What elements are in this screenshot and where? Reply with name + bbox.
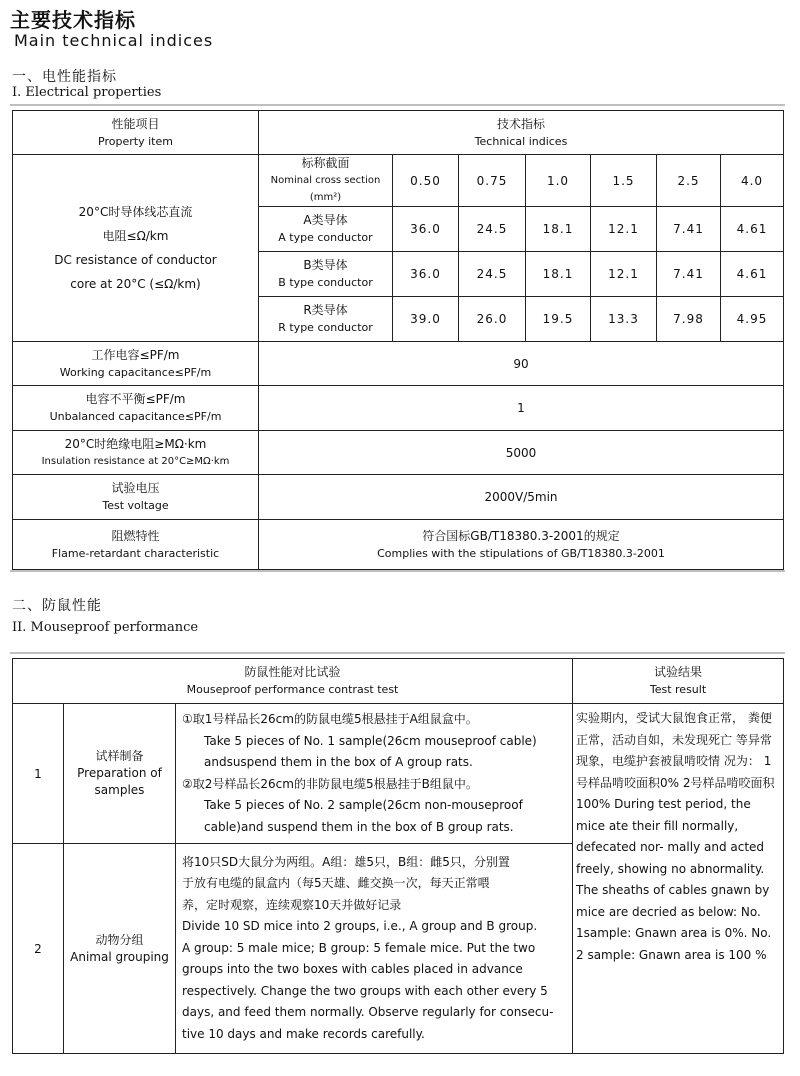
animal-grouping-label: 动物分组 Animal grouping	[64, 844, 176, 1054]
table-cell: 24.5	[459, 207, 526, 252]
table-header-row	[13, 659, 784, 704]
mouseproof-table	[12, 658, 784, 1054]
table-cell: 26.0	[459, 297, 526, 342]
section1-title: 一、电性能指标	[12, 69, 117, 85]
table-header-row	[13, 111, 784, 155]
table-cell: 18.1	[526, 207, 591, 252]
insulation-resistance-label: 20°C时绝缘电阻≥MΩ·km Insulation resistance at 20°C≥MΩ·km	[13, 431, 259, 475]
table-cell: 7.41	[657, 207, 721, 252]
test-result-header: 试验结果 Test result	[573, 659, 784, 704]
table-cell: 4.61	[721, 207, 784, 252]
electrical-properties-table	[12, 110, 784, 570]
unbalanced-capacitance-label: 电容不平衡≤PF/m Unbalanced capacitance≤PF/m	[13, 386, 259, 431]
a-type-label: A类导体 A type conductor	[259, 207, 393, 252]
table-cell: 19.5	[526, 297, 591, 342]
table-cell: 18.1	[526, 252, 591, 297]
animal-grouping-text: 将10只SD大鼠分为两组。A组：雄5只，B组：雌5只，分别置 于放有电缆的鼠盒内（每5天雄、雌交换一次，每天正常喂 养，定时观察，连续观察10天并做好记录 Divide 10 SD mice into 2 groups, i.e., A group and B group. A group: 5 male mice; B group: 5 female mice. Put the two groups into the two boxes with cables placed in advance respectively. Change the two groups with each other every 5 days, and feed them normally. Observe regularly for consecu- tive 10 days and make records carefully.	[176, 844, 573, 1054]
section2-divider	[10, 652, 785, 654]
table-row	[13, 431, 784, 475]
section1-title-en: I. Electrical properties	[12, 85, 162, 100]
table-cell: 12.1	[591, 252, 657, 297]
dc-resistance-label: 20°C时导体线芯直流 电阻≤Ω/km DC resistance of conductor core at 20°C (≤Ω/km)	[13, 155, 259, 342]
table-cell: 12.1	[591, 207, 657, 252]
table-cell: 36.0	[393, 252, 459, 297]
sample-preparation-text: ①取1号样品长26cm的防鼠电缆5根悬挂于A组鼠盒中。 Take 5 pieces of No. 1 sample(26cm mouseproof cable) andsuspend them in the box of A group rats. ②取2号样品长26cm的非防鼠电缆5根悬挂于B组鼠中。 Take 5 pieces of No. 2 sample(26cm non-mouseproof cable)and suspend them in the box of B group rats.	[176, 704, 573, 844]
table-cell: 1.0	[526, 155, 591, 207]
table-row	[13, 386, 784, 431]
table-cell: 0.50	[393, 155, 459, 207]
table-cell: 4.95	[721, 297, 784, 342]
working-capacitance-value: 90	[259, 342, 784, 386]
table-cell: 4.61	[721, 252, 784, 297]
section1-divider	[10, 104, 785, 106]
table-cell: 1.5	[591, 155, 657, 207]
flame-retardant-label: 阻燃特性 Flame-retardant characteristic	[13, 520, 259, 570]
table-cell: 39.0	[393, 297, 459, 342]
table-cell: 7.41	[657, 252, 721, 297]
table-row	[13, 342, 784, 386]
working-capacitance-label: 工作电容≤PF/m Working capacitance≤PF/m	[13, 342, 259, 386]
table-cell: 13.3	[591, 297, 657, 342]
table-row	[13, 520, 784, 570]
table-cell: 0.75	[459, 155, 526, 207]
table-row	[13, 475, 784, 520]
page-title-en: Main technical indices	[14, 31, 214, 50]
row-number: 1	[13, 704, 64, 844]
r-type-label: R类导体 R type conductor	[259, 297, 393, 342]
table-cell: 4.0	[721, 155, 784, 207]
section-divider	[10, 570, 785, 572]
test-voltage-label: 试验电压 Test voltage	[13, 475, 259, 520]
section2-title: 二、防鼠性能	[12, 598, 102, 614]
b-type-label: B类导体 B type conductor	[259, 252, 393, 297]
flame-retardant-value: 符合国标GB/T18380.3-2001的规定 Complies with the stipulations of GB/T18380.3-2001	[259, 520, 784, 570]
row-number: 2	[13, 844, 64, 1054]
table-cell: 7.98	[657, 297, 721, 342]
sample-preparation-label: 试样制备 Preparation of samples	[64, 704, 176, 844]
nominal-section-label: 标称截面 Nominal cross section (mm²)	[259, 155, 393, 207]
unbalanced-capacitance-value: 1	[259, 386, 784, 431]
table-row	[13, 704, 784, 844]
property-header: 性能项目 Property item	[13, 111, 259, 155]
table-cell: 36.0	[393, 207, 459, 252]
table-cell: 24.5	[459, 252, 526, 297]
table-cell: 2.5	[657, 155, 721, 207]
test-voltage-value: 2000V/5min	[259, 475, 784, 520]
insulation-resistance-value: 5000	[259, 431, 784, 475]
test-result-text: 实验期内，受试大鼠饱食正常， 粪便正常，活动自如，未发现死亡 等异常现象，电缆护套被鼠啃咬情 况为： 1号样品啃咬面积0% 2号样品啃咬面积100% During test period, the mice ate their fill normally, defecated nor- mally and acted freely, showing no abnormality. The sheaths of cables gnawn by mice are decried as below: No. 1sample: Gnawn area is 0%. No. 2 sample: Gnawn area is 100 %	[573, 704, 784, 1054]
technical-header: 技术指标 Technical indices	[259, 111, 784, 155]
section2-title-en: II. Mouseproof performance	[12, 620, 199, 635]
page-title: 主要技术指标	[10, 8, 136, 32]
table-row	[13, 155, 784, 207]
contrast-test-header: 防鼠性能对比试验 Mouseproof performance contrast test	[13, 659, 573, 704]
